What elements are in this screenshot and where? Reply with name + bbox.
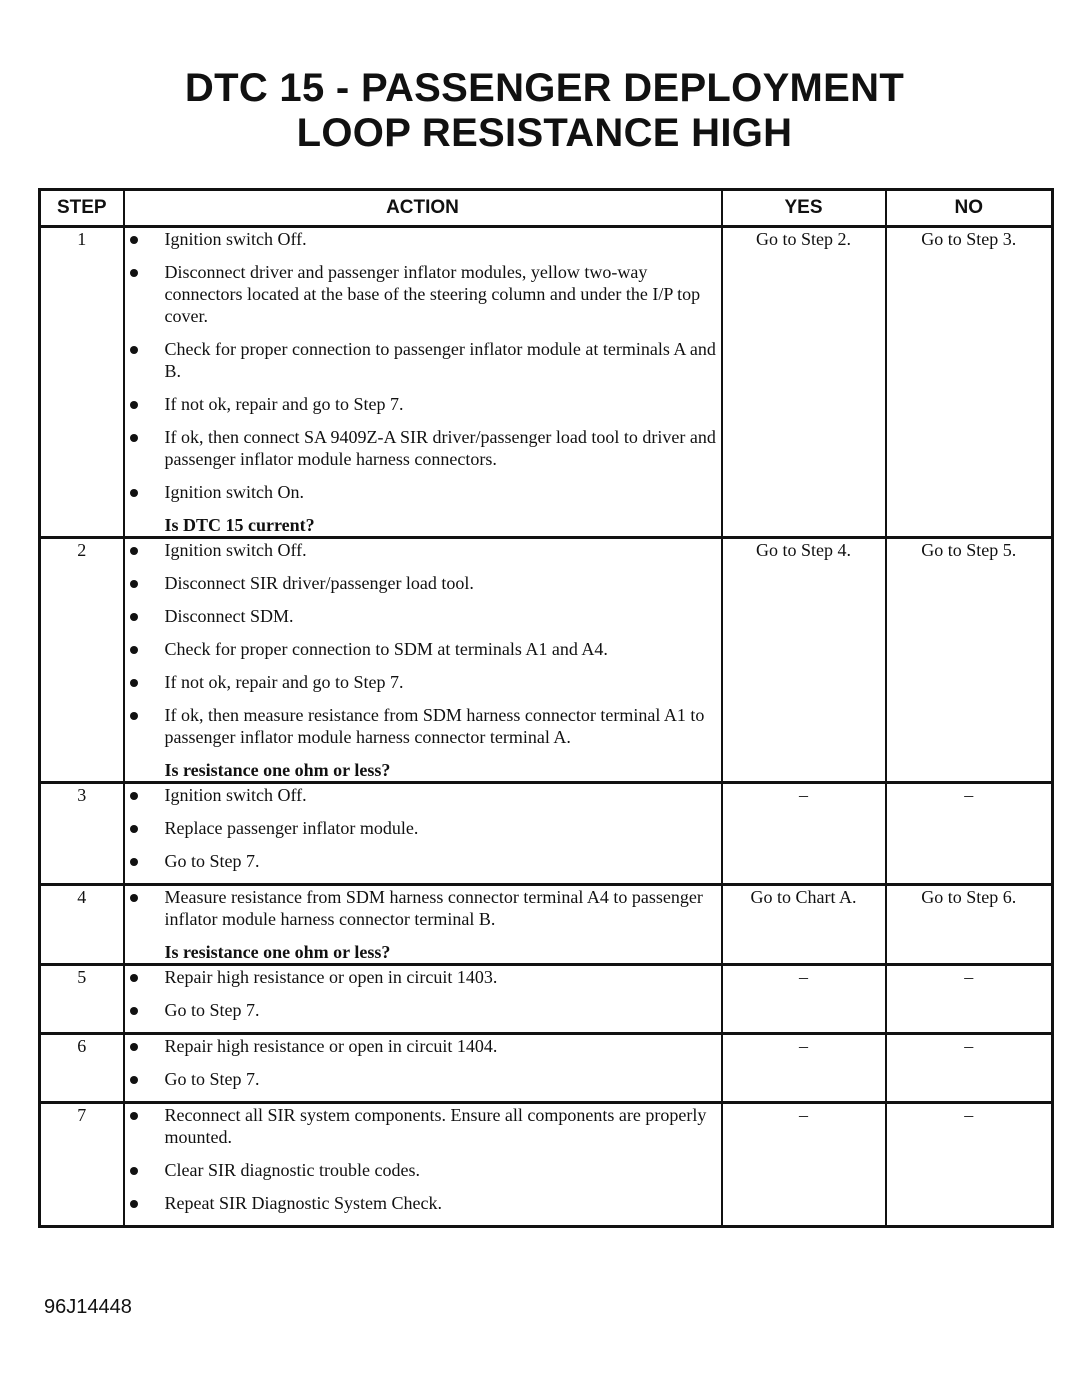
bullet-icon (130, 646, 138, 654)
bullet-icon (130, 434, 138, 442)
action-item (125, 605, 721, 627)
table-row (40, 783, 1053, 885)
bullet-icon (130, 1200, 138, 1208)
action-text: If not ok, repair and go to Step 7. (164, 672, 404, 692)
step-number: 3 (40, 783, 124, 885)
action-text: Repair high resistance or open in circuit 1403. (164, 967, 498, 987)
action-item (125, 966, 721, 988)
yes-result: Go to Step 2. (722, 227, 886, 538)
table-row (40, 227, 1053, 538)
title-line-1: DTC 15 - PASSENGER DEPLOYMENT (184, 66, 905, 110)
action-item (125, 671, 721, 693)
diagnostic-table (38, 188, 1054, 1228)
action-text: Ignition switch On. (164, 482, 304, 502)
action-item (125, 539, 721, 561)
bullet-icon (130, 1167, 138, 1175)
action-text: Measure resistance from SDM harness connector terminal A4 to passenger inflator module harness connector terminal B. (164, 887, 703, 929)
header-no: NO (886, 190, 1053, 227)
bullet-icon (130, 1043, 138, 1051)
bullet-icon (130, 1076, 138, 1084)
action-text: Disconnect SDM. (164, 606, 294, 626)
action-text: Ignition switch Off. (164, 229, 307, 249)
page-title (0, 66, 1089, 156)
action-text: Disconnect driver and passenger inflator modules, yellow two-way connectors located at the base of the steering column and under the I/P top cover. (164, 262, 701, 326)
action-text: Disconnect SIR driver/passenger load tool. (164, 573, 474, 593)
action-text: Ignition switch Off. (164, 540, 307, 560)
bullet-icon (130, 712, 138, 720)
action-text: Go to Step 7. (164, 851, 260, 871)
table-row (40, 1103, 1053, 1227)
no-result: – (886, 1034, 1053, 1103)
no-result: Go to Step 3. (886, 227, 1053, 538)
action-item (125, 886, 721, 930)
table-row (40, 885, 1053, 965)
action-text: Repeat SIR Diagnostic System Check. (164, 1193, 442, 1213)
no-result: – (886, 965, 1053, 1034)
table-row (40, 538, 1053, 783)
action-cell (124, 783, 722, 885)
bullet-icon (130, 825, 138, 833)
decision-question: Is resistance one ohm or less? (164, 760, 391, 780)
action-item (125, 1192, 721, 1214)
action-item (125, 1159, 721, 1181)
bullet-icon (130, 974, 138, 982)
step-number: 7 (40, 1103, 124, 1227)
no-result: – (886, 783, 1053, 885)
action-item (125, 817, 721, 839)
bullet-icon (130, 269, 138, 277)
yes-result: – (722, 1103, 886, 1227)
bullet-icon (130, 894, 138, 902)
action-cell (124, 965, 722, 1034)
bullet-icon (130, 489, 138, 497)
step-number: 4 (40, 885, 124, 965)
action-item (125, 1104, 721, 1148)
action-cell (124, 1034, 722, 1103)
action-cell (124, 885, 722, 965)
yes-result: Go to Step 4. (722, 538, 886, 783)
action-text: Check for proper connection to SDM at terminals A1 and A4. (164, 639, 608, 659)
action-text: Repair high resistance or open in circuit 1404. (164, 1036, 498, 1056)
decision-question: Is resistance one ohm or less? (164, 942, 391, 962)
decision-question: Is DTC 15 current? (164, 515, 315, 535)
table-body (40, 227, 1053, 1227)
action-text: Reconnect all SIR system components. Ensure all components are properly mounted. (164, 1105, 707, 1147)
table-row (40, 965, 1053, 1034)
figure-code: 96J14448 (44, 1296, 132, 1318)
bullet-icon (130, 1007, 138, 1015)
step-number: 5 (40, 965, 124, 1034)
step-number: 2 (40, 538, 124, 783)
action-item (125, 704, 721, 748)
action-text: If ok, then connect SA 9409Z-A SIR driver/passenger load tool to driver and passenger inflator module harness connectors. (164, 427, 716, 469)
bullet-icon (130, 346, 138, 354)
bullet-icon (130, 613, 138, 621)
header-action: ACTION (124, 190, 722, 227)
action-text: Check for proper connection to passenger inflator module at terminals A and B. (164, 339, 716, 381)
action-item (125, 572, 721, 594)
action-item (125, 228, 721, 250)
yes-result: – (722, 1034, 886, 1103)
action-text: Replace passenger inflator module. (164, 818, 419, 838)
yes-result: – (722, 783, 886, 885)
bullet-icon (130, 679, 138, 687)
bullet-icon (130, 858, 138, 866)
action-cell (124, 1103, 722, 1227)
yes-result: – (722, 965, 886, 1034)
action-cell (124, 227, 722, 538)
bullet-icon (130, 401, 138, 409)
action-item (125, 261, 721, 327)
action-text: If not ok, repair and go to Step 7. (164, 394, 404, 414)
no-result: Go to Step 6. (886, 885, 1053, 965)
action-text: If ok, then measure resistance from SDM harness connector terminal A1 to passenger inflator module harness connector terminal A. (164, 705, 705, 747)
bullet-icon (130, 792, 138, 800)
step-number: 1 (40, 227, 124, 538)
no-result: – (886, 1103, 1053, 1227)
title-line-2: LOOP RESISTANCE HIGH (296, 111, 793, 155)
bullet-icon (130, 236, 138, 244)
step-number: 6 (40, 1034, 124, 1103)
bullet-icon (130, 547, 138, 555)
action-item (125, 850, 721, 872)
action-cell (124, 538, 722, 783)
yes-result: Go to Chart A. (722, 885, 886, 965)
bullet-icon (130, 580, 138, 588)
action-item (125, 338, 721, 382)
header-yes: YES (722, 190, 886, 227)
action-text: Ignition switch Off. (164, 785, 307, 805)
table-header-row (40, 190, 1053, 227)
no-result: Go to Step 5. (886, 538, 1053, 783)
action-item (125, 638, 721, 660)
action-item (125, 999, 721, 1021)
action-text: Go to Step 7. (164, 1000, 260, 1020)
table-row (40, 1034, 1053, 1103)
action-item (125, 1035, 721, 1057)
action-text: Go to Step 7. (164, 1069, 260, 1089)
bullet-icon (130, 1112, 138, 1120)
action-item (125, 784, 721, 806)
action-item (125, 426, 721, 470)
action-item (125, 481, 721, 503)
action-item (125, 393, 721, 415)
action-item (125, 1068, 721, 1090)
action-text: Clear SIR diagnostic trouble codes. (164, 1160, 420, 1180)
header-step: STEP (40, 190, 124, 227)
